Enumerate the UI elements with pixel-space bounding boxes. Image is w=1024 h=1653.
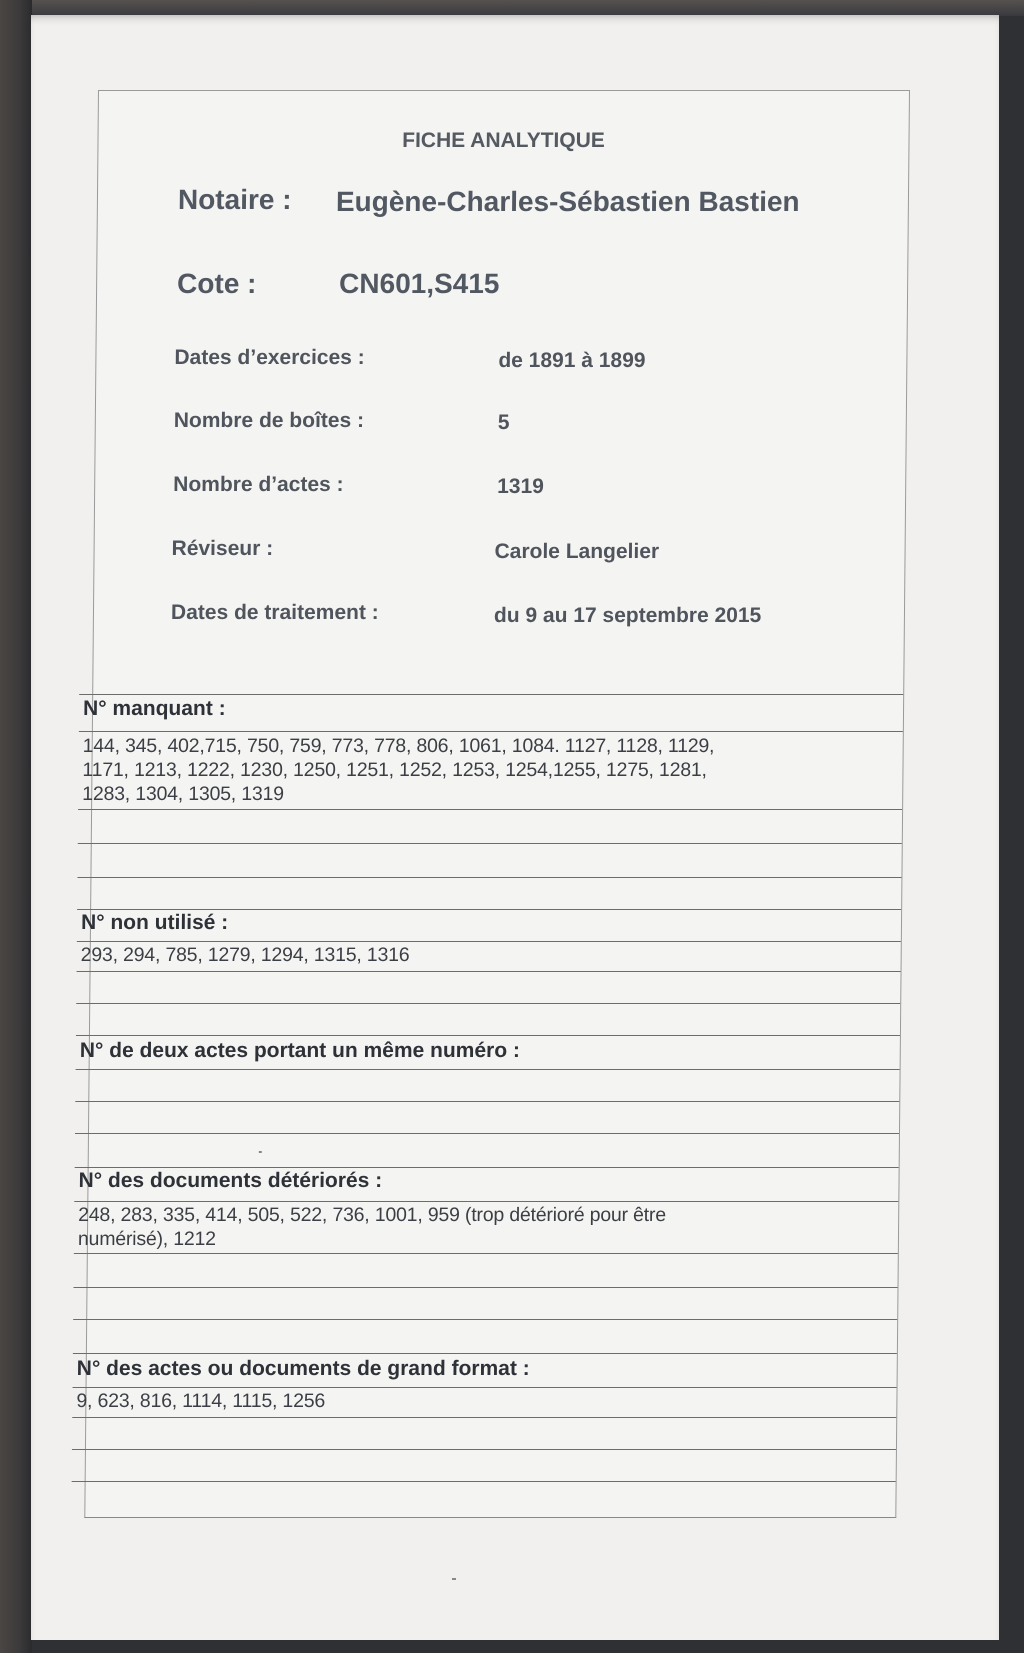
field-label-nombre-boites: Nombre de boîtes : [173, 409, 365, 432]
section-non-utilise-values [81, 943, 851, 967]
rule [72, 1481, 896, 1482]
field-value-dates-traitement: du 9 au 17 septembre 2015 [493, 604, 762, 627]
rule [73, 1353, 897, 1354]
notaire-label: Notaire : [177, 184, 292, 215]
rule [77, 909, 901, 910]
rule [75, 1167, 899, 1168]
rule [72, 1449, 896, 1450]
rule [75, 1101, 899, 1102]
field-label-dates-traitement: Dates de traitement : [170, 601, 379, 624]
field-value-reviseur: Carole Langelier [494, 540, 660, 563]
field-label-nombre-actes: Nombre d’actes : [173, 473, 344, 496]
field-label-reviseur: Réviseur : [171, 537, 274, 560]
field-value-dates-exercices: de 1891 à 1899 [498, 349, 646, 372]
notaire-value: Eugène-Charles-Sébastien Bastien [335, 186, 800, 217]
text-line: 1171, 1213, 1222, 1230, 1250, 1251, 1252, 1253, 1254,1255, 1275, 1281, [82, 759, 707, 781]
section-heading-deteriores: N° des documents détériorés : [78, 1169, 383, 1192]
text-line: numérisé), 1212 [77, 1228, 216, 1250]
rule [74, 1253, 898, 1254]
rule [77, 971, 901, 972]
text-line: 1283, 1304, 1305, 1319 [82, 783, 284, 805]
ink-speck [259, 1151, 262, 1153]
rule [78, 843, 902, 844]
fiche-analytique-form [76, 90, 910, 1518]
rule [73, 1387, 897, 1388]
section-heading-deux-actes: N° de deux actes portant un même numéro : [79, 1039, 521, 1062]
field-value-nombre-boites: 5 [497, 411, 510, 434]
text-line: 144, 345, 402,715, 750, 759, 773, 778, 806, 1061, 1084. 1127, 1128, 1129, [82, 735, 715, 757]
field-value-nombre-actes: 1319 [497, 475, 545, 498]
section-manquant-values [82, 734, 853, 806]
section-grand-format-values [76, 1389, 846, 1413]
rule [77, 941, 901, 942]
section-heading-manquant: N° manquant : [82, 697, 226, 720]
rule [74, 1201, 898, 1202]
cote-value: CN601,S415 [338, 268, 500, 299]
rule [75, 1133, 899, 1134]
form-title: FICHE ANALYTIQUE [402, 129, 605, 152]
rule [77, 877, 901, 878]
section-heading-grand-format: N° des actes ou documents de grand format : [76, 1357, 530, 1380]
rule [79, 694, 903, 695]
section-heading-non-utilise: N° non utilisé : [80, 911, 229, 934]
rule [79, 731, 903, 732]
rule [72, 1417, 896, 1418]
rule [76, 1003, 900, 1004]
text-line: 248, 283, 335, 414, 505, 522, 736, 1001, 959 (trop détérioré pour être [78, 1204, 667, 1226]
field-label-dates-exercices: Dates d’exercices : [174, 346, 365, 369]
rule [78, 809, 902, 810]
section-deteriores-values [78, 1203, 848, 1251]
scanner-frame-top [0, 0, 1024, 16]
text-line: 9, 623, 816, 1114, 1115, 1256 [76, 1390, 326, 1412]
rule [76, 1035, 900, 1036]
rule [73, 1287, 897, 1288]
rule [76, 1069, 900, 1070]
rule [73, 1319, 897, 1320]
scanner-frame-left [0, 0, 32, 1653]
cote-label: Cote : [176, 268, 257, 299]
text-line: 293, 294, 785, 1279, 1294, 1315, 1316 [80, 944, 410, 966]
paper-speck [452, 1578, 456, 1580]
